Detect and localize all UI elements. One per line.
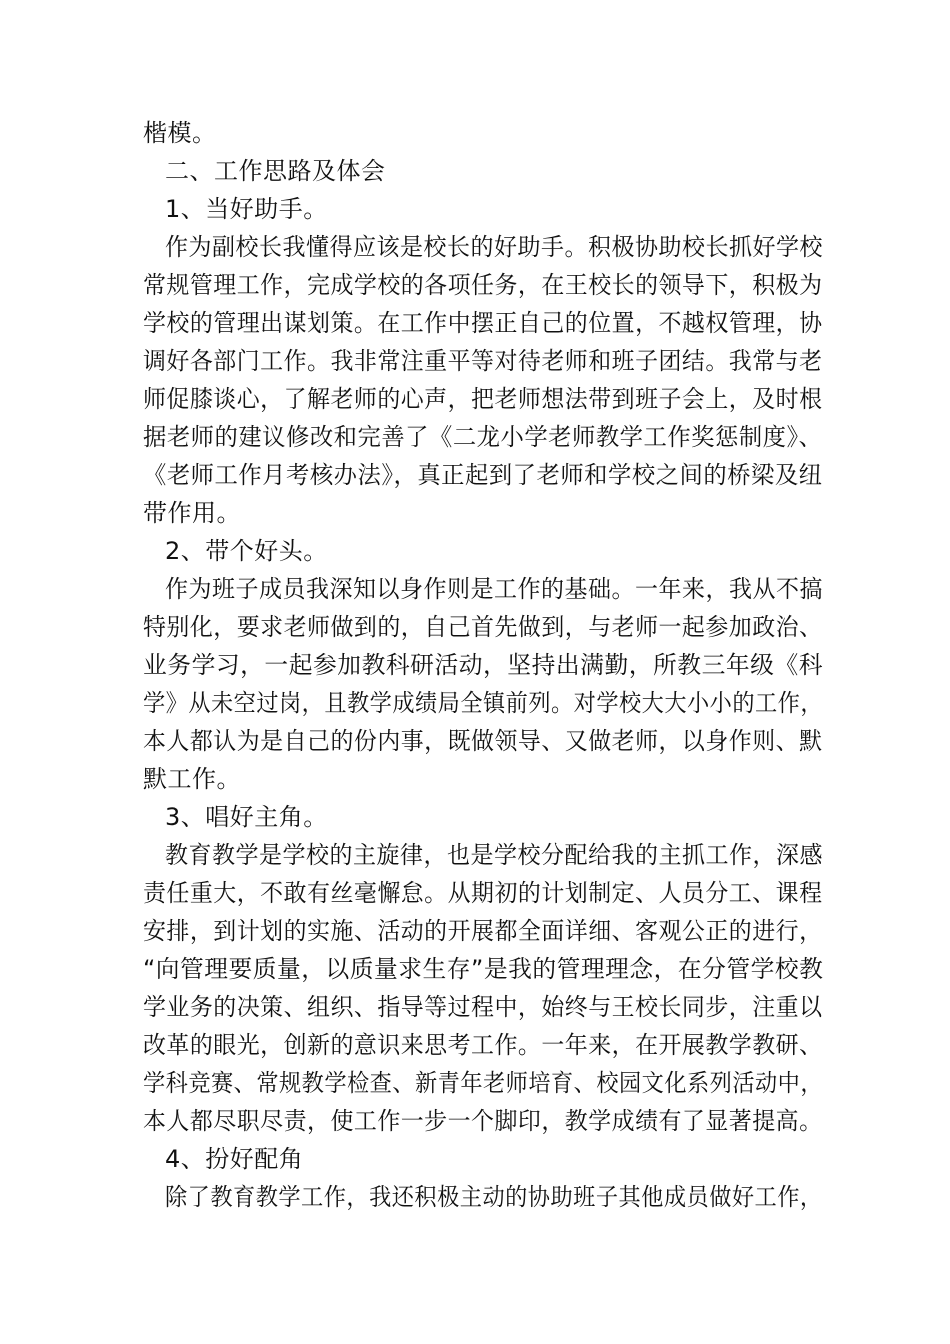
paragraph-2-line-5: 本人都认为是自己的份内事，既做领导、又做老师，以身作则、默 [143,727,823,755]
paragraph-3-line-4: “向管理要质量，以质量求生存”是我的管理理念，在分管学校教 [143,955,824,983]
subsection-heading-3: 3、唱好主角。 [165,803,328,831]
paragraph-2-line-2: 特别化，要求老师做到的，自己首先做到，与老师一起参加政治、 [143,613,823,641]
paragraph-3-line-8: 本人都尽职尽责，使工作一步一个脚印，教学成绩有了显著提高。 [143,1107,823,1135]
paragraph-3-line-7: 学科竞赛、常规教学检查、新青年老师培育、校园文化系列活动中， [143,1069,824,1097]
text-line-1: 楷模。 [143,119,217,147]
paragraph-3-line-3: 安排，到计划的实施、活动的开展都全面详细、客观公正的进行， [143,917,823,945]
subsection-heading-4: 4、扮好配角 [165,1145,304,1173]
paragraph-3-line-5: 学业务的决策、组织、指导等过程中，始终与王校长同步，注重以 [143,993,823,1021]
paragraph-1-line-4: 调好各部门工作。我非常注重平等对待老师和班子团结。我常与老 [143,347,823,375]
paragraph-1-line-8: 带作用。 [143,499,241,527]
paragraph-3-line-2: 责任重大，不敢有丝毫懈怠。从期初的计划制定、人员分工、课程 [143,879,823,907]
paragraph-1-line-2: 常规管理工作，完成学校的各项任务，在王校长的领导下，积极为 [143,271,823,299]
paragraph-2-line-1: 作为班子成员我深知以身作则是工作的基础。一年来，我从不搞 [165,575,824,603]
paragraph-2-line-4: 学》从未空过岗，且教学成绩局全镇前列。对学校大大小小的工作， [143,689,824,717]
subsection-heading-1: 1、当好助手。 [165,195,328,223]
paragraph-1-line-6: 据老师的建议修改和完善了《二龙小学老师教学工作奖惩制度》、 [143,423,823,451]
paragraph-1-line-1: 作为副校长我懂得应该是校长的好助手。积极协助校长抓好学校 [165,233,824,261]
paragraph-2-line-6: 默工作。 [143,765,241,793]
paragraph-3-line-1: 教育教学是学校的主旋律，也是学校分配给我的主抓工作，深感 [165,841,824,869]
paragraph-1-line-7: 《老师工作月考核办法》，真正起到了老师和学校之间的桥梁及纽 [143,461,823,489]
paragraph-1-line-3: 学校的管理出谋划策。在工作中摆正自己的位置，不越权管理，协 [143,309,823,337]
paragraph-3-line-6: 改革的眼光，创新的意识来思考工作。一年来，在开展教学教研、 [143,1031,823,1059]
paragraph-2-line-3: 业务学习，一起参加教科研活动，坚持出满勤，所教三年级《科 [143,651,824,679]
subsection-heading-2: 2、带个好头。 [165,537,328,565]
paragraph-4-line-1: 除了教育教学工作，我还积极主动的协助班子其他成员做好工作， [165,1183,823,1211]
section-heading-2: 二、工作思路及体会 [165,157,386,185]
paragraph-1-line-5: 师促膝谈心，了解老师的心声，把老师想法带到班子会上，及时根 [143,385,823,413]
